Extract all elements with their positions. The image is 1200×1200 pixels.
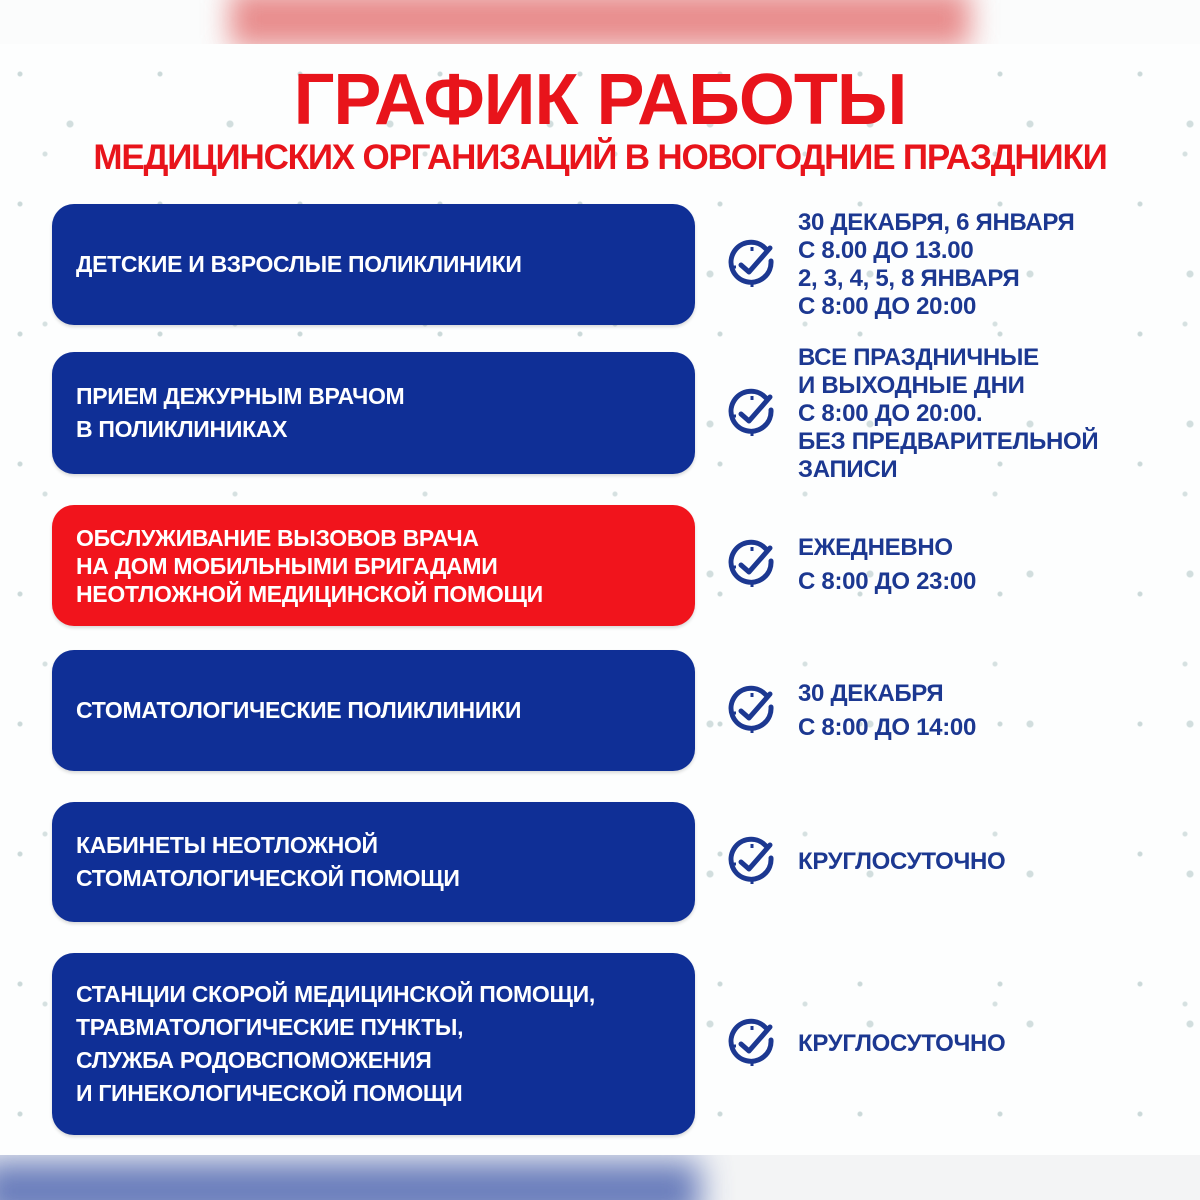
schedule-home-visit-emergency [726, 520, 976, 610]
schedule-line: ЗАПИСИ [798, 456, 898, 483]
clock-check-icon [726, 239, 778, 291]
poster-title: ГРАФИК РАБОТЫ [293, 60, 907, 140]
schedule-poster [0, 44, 1200, 1155]
card-line: ДЕТСКИЕ И ВЗРОСЛЫЕ ПОЛИКЛИНИКИ [76, 251, 522, 277]
card-line: СТАНЦИИ СКОРОЙ МЕДИЦИНСКОЙ ПОМОЩИ, [76, 981, 595, 1007]
card-line: НЕОТЛОЖНОЙ МЕДИЦИНСКОЙ ПОМОЩИ [76, 580, 543, 607]
card-line: СТОМАТОЛОГИЧЕСКОЙ ПОМОЩИ [76, 865, 460, 891]
schedule-duty-doctor [726, 344, 1098, 484]
schedule-line: И ВЫХОДНЫЕ ДНИ [798, 372, 1025, 399]
schedule-line: 30 ДЕКАБРЯ [798, 680, 944, 707]
clock-check-icon [726, 1018, 778, 1070]
card-line: СТОМАТОЛОГИЧЕСКИЕ ПОЛИКЛИНИКИ [76, 697, 522, 723]
schedule-line: 2, 3, 4, 5, 8 ЯНВАРЯ [798, 264, 1020, 292]
card-line: ТРАВМАТОЛОГИЧЕСКИЕ ПУНКТЫ, [76, 1014, 464, 1040]
schedule-line: ВСЕ ПРАЗДНИЧНЫЕ [798, 344, 1039, 371]
schedule-line: С 8:00 ДО 14:00 [798, 714, 977, 741]
schedule-line: КРУГЛОСУТОЧНО [798, 1030, 1006, 1057]
card-line: СЛУЖБА РОДОВСПОМОЖЕНИЯ [76, 1047, 432, 1073]
card-line: И ГИНЕКОЛОГИЧЕСКОЙ ПОМОЩИ [76, 1080, 463, 1106]
card-line: ОБСЛУЖИВАНИЕ ВЫЗОВОВ ВРАЧА [76, 524, 479, 551]
card-ambulance-trauma-maternity [52, 953, 695, 1135]
card-emergency-dental-offices [52, 802, 695, 922]
schedule-line: С 8:00 ДО 20:00. [798, 400, 983, 427]
card-line: В ПОЛИКЛИНИКАХ [76, 416, 288, 442]
bottom-blurred-banner [0, 1155, 1200, 1200]
clock-check-icon [726, 836, 778, 888]
clock-check-icon [726, 685, 778, 737]
schedule-children-adult-clinics [726, 204, 1074, 325]
card-duty-doctor [52, 352, 695, 474]
clock-check-icon [726, 539, 778, 591]
schedule-line: С 8:00 ДО 20:00 [798, 292, 977, 320]
schedule-dental-clinics [726, 666, 976, 756]
schedule-ambulance-trauma-maternity [726, 1016, 1005, 1072]
schedule-line: С 8:00 ДО 23:00 [798, 568, 977, 595]
top-blurred-banner [0, 0, 1200, 44]
card-home-visit-emergency [52, 505, 695, 626]
schedule-line: С 8.00 ДО 13.00 [798, 236, 974, 264]
card-dental-clinics [52, 650, 695, 771]
schedule-line: КРУГЛОСУТОЧНО [798, 848, 1006, 875]
clock-check-icon [726, 388, 778, 440]
schedule-line: БЕЗ ПРЕДВАРИТЕЛЬНОЙ [798, 428, 1099, 455]
card-line: НА ДОМ МОБИЛЬНЫМИ БРИГАДАМИ [76, 552, 498, 579]
card-children-adult-clinics [52, 204, 695, 325]
schedule-emergency-dental-offices [726, 834, 1005, 890]
schedule-line: ЕЖЕДНЕВНО [798, 534, 953, 561]
poster-subtitle: МЕДИЦИНСКИХ ОРГАНИЗАЦИЙ В НОВОГОДНИЕ ПРАЗДНИКИ [93, 138, 1107, 177]
card-line: ПРИЕМ ДЕЖУРНЫМ ВРАЧОМ [76, 383, 405, 409]
card-line: КАБИНЕТЫ НЕОТЛОЖНОЙ [76, 832, 378, 858]
schedule-line: 30 ДЕКАБРЯ, 6 ЯНВАРЯ [798, 208, 1075, 236]
